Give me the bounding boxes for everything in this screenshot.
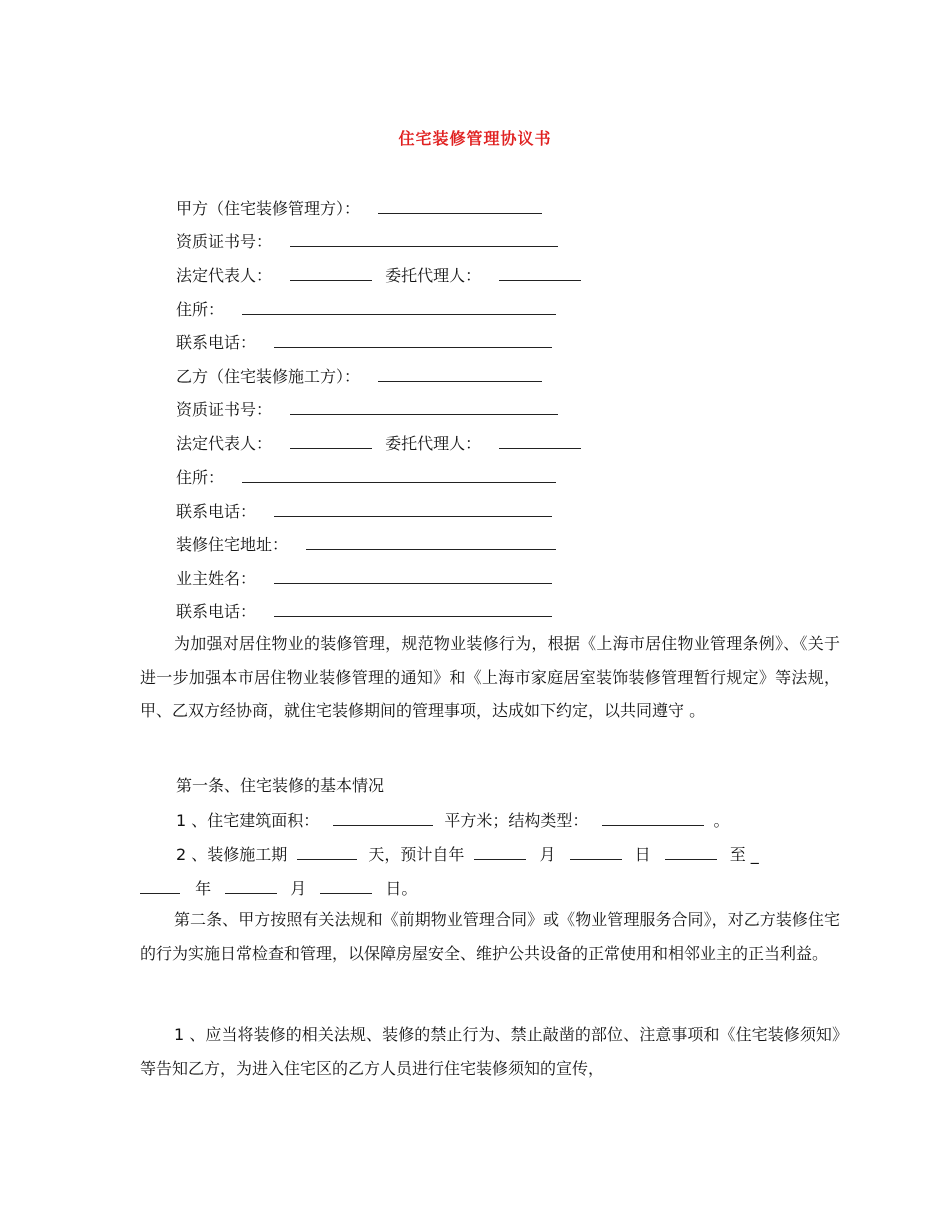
item2-period-line-2	[140, 877, 417, 900]
item2-period-line	[176, 843, 759, 866]
party-a-legal-rep-blank[interactable]	[290, 264, 372, 281]
party-a-phone-label: 联系电话：	[176, 333, 257, 352]
party-a-label: 甲方（住宅装修管理方）：	[176, 199, 361, 218]
party-a-cert-line	[176, 230, 558, 253]
site-address-label: 装修住宅地址：	[176, 535, 289, 554]
party-b-legal-rep-blank[interactable]	[290, 432, 372, 449]
party-b-cert-label: 资质证书号：	[176, 400, 273, 419]
item2-days: 天，预计自年	[368, 845, 465, 864]
party-b-address-line	[176, 466, 556, 489]
party-a-address-line	[176, 298, 556, 321]
party-b-address-label: 住所：	[176, 468, 225, 487]
party-b-phone-label: 联系电话：	[176, 502, 257, 521]
party-a-cert-label: 资质证书号：	[176, 232, 273, 251]
site-address-blank[interactable]	[306, 533, 556, 550]
end-day-blank[interactable]	[320, 877, 372, 894]
party-b-legal-rep-label: 法定代表人：	[176, 434, 273, 453]
item1-unit: 平方米；结构类型：	[444, 811, 589, 830]
owner-name-blank[interactable]	[274, 567, 552, 584]
party-a-agent-label: 委托代理人：	[385, 266, 482, 285]
party-a-cert-blank[interactable]	[290, 230, 558, 247]
item1-end: 。	[713, 811, 730, 830]
document-title: 住宅装修管理协议书	[398, 129, 552, 148]
party-a-phone-blank[interactable]	[274, 331, 552, 348]
article1-heading: 第一条、住宅装修的基本情况	[176, 776, 385, 795]
party-a-blank[interactable]	[378, 197, 542, 214]
party-b-label: 乙方（住宅装修施工方）：	[176, 367, 361, 386]
end-year-blank[interactable]	[140, 877, 180, 894]
owner-phone-blank[interactable]	[274, 600, 552, 617]
party-a-line	[176, 197, 542, 220]
party-b-phone-line	[176, 500, 552, 523]
item2-year2: 年	[195, 879, 212, 898]
party-b-phone-blank[interactable]	[274, 500, 552, 517]
party-a-phone-line	[176, 331, 552, 354]
item2-month2: 月	[290, 879, 307, 898]
party-a-address-label: 住所：	[176, 300, 225, 319]
party-a-address-blank[interactable]	[242, 298, 556, 315]
item2-to: 至 _	[729, 845, 759, 864]
item1-area-line	[176, 809, 730, 832]
party-b-cert-blank[interactable]	[290, 398, 558, 415]
structure-type-blank[interactable]	[602, 809, 704, 826]
party-b-cert-line	[176, 398, 558, 421]
start-day-blank[interactable]	[665, 843, 717, 860]
party-b-blank[interactable]	[378, 365, 542, 382]
owner-name-label: 业主姓名：	[176, 569, 257, 588]
party-a-legal-rep-label: 法定代表人：	[176, 266, 273, 285]
owner-phone-label: 联系电话：	[176, 602, 257, 621]
article2-paragraph: 第二条、甲方按照有关法规和《前期物业管理合同》或《物业管理服务合同》，对乙方装修住宅的行为实施日常检查和管理，以保障房屋安全、维护公共设备的正常使用和相邻业主的正当利益。	[140, 910, 840, 963]
end-month-blank[interactable]	[225, 877, 277, 894]
item2-prefix: 2 、装修施工期	[176, 845, 288, 864]
party-b-agent-blank[interactable]	[499, 432, 581, 449]
article2-item1: 1 、应当将装修的相关法规、装修的禁止行为、禁止敲凿的部位、注意事项和《住宅装修须知》等告知乙方，为进入住宅区的乙方人员进行住宅装修须知的宣传，	[140, 1025, 840, 1078]
party-a-agent-blank[interactable]	[499, 264, 581, 281]
party-b-rep-line	[176, 432, 581, 455]
owner-name-line	[176, 567, 552, 590]
item2-month1: 月	[539, 845, 556, 864]
party-b-address-blank[interactable]	[242, 466, 556, 483]
start-month-blank[interactable]	[570, 843, 622, 860]
site-address-line	[176, 533, 556, 556]
owner-phone-line	[176, 600, 552, 623]
item2-day2: 日。	[385, 879, 418, 898]
party-a-rep-line	[176, 264, 581, 287]
party-b-line	[176, 365, 542, 388]
area-blank[interactable]	[333, 809, 433, 826]
party-b-agent-label: 委托代理人：	[385, 434, 482, 453]
start-year-blank[interactable]	[474, 843, 526, 860]
intro-paragraph: 为加强对居住物业的装修管理，规范物业装修行为，根据《上海市居住物业管理条例》、《关于进一步加强本市居住物业装修管理的通知》和《上海市家庭居室装饰装修管理暂行规定》等法规，甲、乙双方经协商，就住宅装修期间的管理事项，达成如下约定，以共同遵守 。	[140, 634, 840, 720]
item1-prefix: 1 、住宅建筑面积：	[176, 811, 320, 830]
item2-day1: 日	[634, 845, 651, 864]
period-days-blank[interactable]	[297, 843, 357, 860]
